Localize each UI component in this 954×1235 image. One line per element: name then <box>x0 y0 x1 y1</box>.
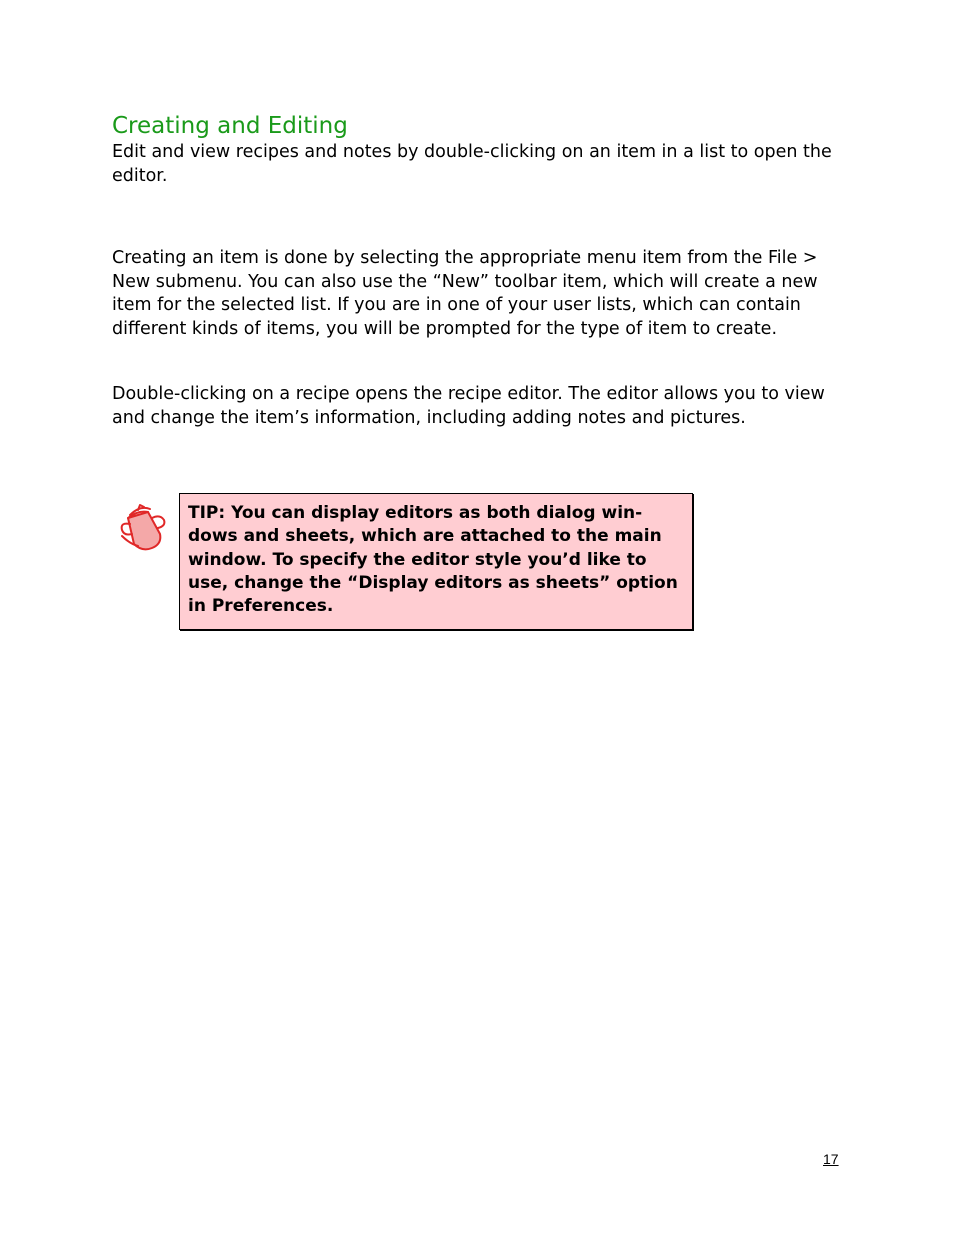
tip-text: TIP: You can display editors as both dialog win-dows and sheets, which are attached to the main window. To specify the editor style you’d like to use, change the “Display editors as sheets” option in Preferences. <box>188 503 678 617</box>
section-heading: Creating and Editing <box>112 113 348 139</box>
page-number: 17 <box>823 1151 839 1167</box>
recipe-editor-paragraph: Double-clicking on a recipe opens the recipe editor. The editor allows you to view and change the item’s information, including adding notes and pictures. <box>112 384 825 428</box>
tip-callout <box>179 493 693 630</box>
intro-paragraph: Edit and view recipes and notes by double-clicking on an item in a list to open the editor. <box>112 142 832 186</box>
cooking-pot-icon <box>116 500 172 554</box>
creating-items-paragraph: Creating an item is done by selecting the appropriate menu item from the File > New submenu. You can also use the “New” toolbar item, which will create a new item for the selected list. If you are in one of your user lists, which can contain different kinds of items, you will be prompted for the type of item to create. <box>112 248 818 339</box>
